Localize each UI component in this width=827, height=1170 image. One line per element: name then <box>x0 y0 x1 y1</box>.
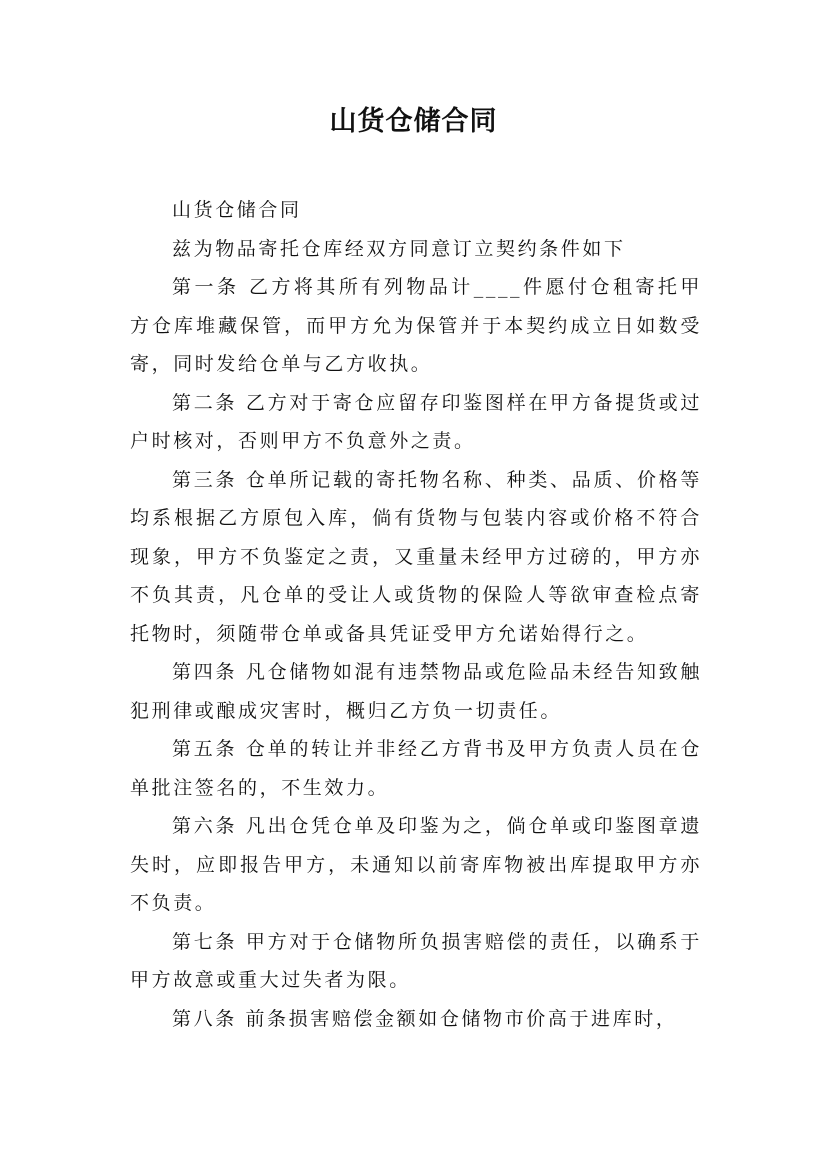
paragraph-article-6: 第六条 凡出仓凭仓单及印鉴为之，倘仓单或印鉴图章遗失时，应即报告甲方，未通知以前寄库物被出库提取甲方亦不负责。 <box>130 815 702 914</box>
paragraph-article-1: 第一条 乙方将其所有列物品计____件愿付仓租寄托甲方仓库堆藏保管，而甲方允为保管并于本契约成立日如数受寄，同时发给仓单与乙方收执。 <box>130 276 702 375</box>
paragraph-article-7: 第七条 甲方对于仓储物所负损害赔偿的责任，以确系于甲方故意或重大过失者为限。 <box>130 930 702 991</box>
paragraph-article-3: 第三条 仓单所记载的寄托物名称、种类、品质、价格等均系根据乙方原包入库，倘有货物与包装内容或价格不符合现象，甲方不负鉴定之责，又重量未经甲方过磅的，甲方亦不负其责，凡仓单的受让人或货物的保险人等欲审查检点寄托物时，须随带仓单或备具凭证受甲方允诺始得行之。 <box>130 468 702 645</box>
document-title: 山货仓储合同 <box>329 106 498 137</box>
paragraph-article-8: 第八条 前条损害赔偿金额如仓储物市价高于进库时， <box>172 1007 678 1030</box>
paragraph-preamble: 兹为物品寄托仓库经双方同意订立契约条件如下 <box>172 237 626 260</box>
paragraph-article-2: 第二条 乙方对于寄仓应留存印鉴图样在甲方备提货或过户时核对，否则甲方不负意外之责。 <box>130 391 702 452</box>
paragraph-heading: 山货仓储合同 <box>172 199 302 221</box>
document-body <box>130 191 702 1038</box>
paragraph-article-4: 第四条 凡仓储物如混有违禁物品或危险品未经告知致触犯刑律或酿成灾害时，概归乙方负一切责任。 <box>130 661 702 722</box>
paragraph-article-5: 第五条 仓单的转让并非经乙方背书及甲方负责人员在仓单批注签名的，不生效力。 <box>130 738 702 799</box>
